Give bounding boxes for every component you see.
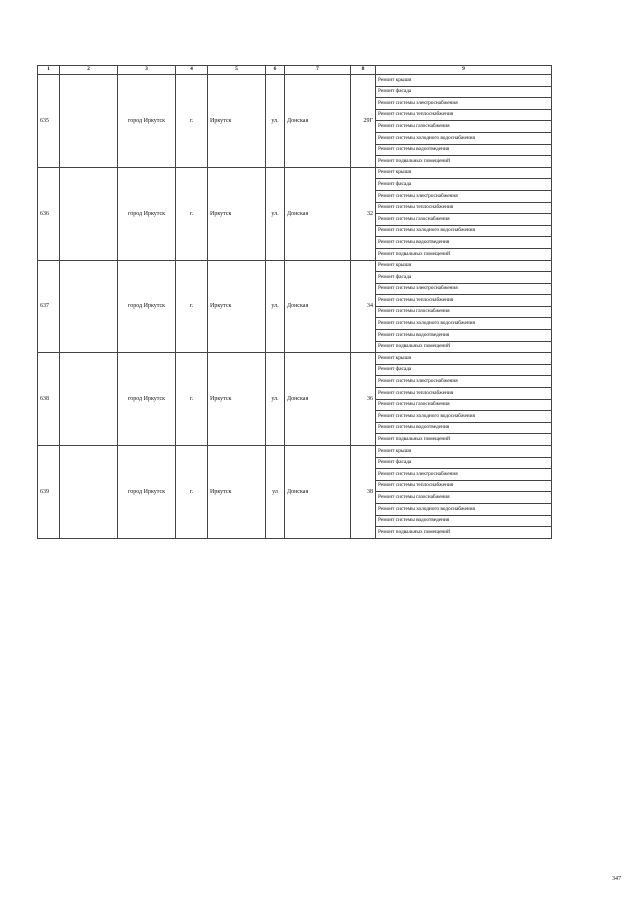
cell-work-type: Ремонт крыши <box>376 167 552 179</box>
cell-work-type: Ремонт системы теплоснабжения <box>376 295 552 307</box>
cell-city: Иркутск <box>208 75 266 168</box>
cell-work-type: Ремонт фасада <box>376 272 552 284</box>
cell-house: 34 <box>351 260 376 353</box>
cell-col2 <box>60 167 118 260</box>
cell-number: 636 <box>38 167 60 260</box>
cell-work-type: Ремонт системы теплоснабжения <box>376 480 552 492</box>
page-number: 347 <box>612 876 621 882</box>
cell-street: Донская <box>285 446 351 539</box>
cell-street-type: ул. <box>266 260 285 353</box>
cell-settlement: город Иркутск <box>118 260 176 353</box>
cell-city: Иркутск <box>208 353 266 446</box>
repair-registry-table <box>37 65 552 539</box>
cell-settlement-type: г. <box>176 75 208 168</box>
header-col-6: 6 <box>266 66 285 75</box>
header-col-4: 4 <box>176 66 208 75</box>
table-row <box>38 353 552 365</box>
cell-work-type: Ремонт системы водоотведения <box>376 237 552 249</box>
cell-city: Иркутск <box>208 260 266 353</box>
cell-col2 <box>60 353 118 446</box>
cell-city: Иркутск <box>208 167 266 260</box>
cell-work-type: Ремонт системы электроснабжения <box>376 190 552 202</box>
cell-work-type: Ремонт системы водоотведения <box>376 144 552 156</box>
cell-city: Иркутск <box>208 446 266 539</box>
cell-house: 29Г <box>351 75 376 168</box>
cell-number: 635 <box>38 75 60 168</box>
cell-work-type: Ремонт крыши <box>376 353 552 365</box>
header-col-7: 7 <box>285 66 351 75</box>
table-row <box>38 75 552 87</box>
cell-work-type: Ремонт системы электроснабжения <box>376 469 552 481</box>
cell-col2 <box>60 75 118 168</box>
cell-settlement: город Иркутск <box>118 446 176 539</box>
cell-street: Донская <box>285 167 351 260</box>
header-row <box>38 66 552 75</box>
cell-work-type: Ремонт системы холодного водоснабжения <box>376 411 552 423</box>
cell-street: Донская <box>285 260 351 353</box>
table-row <box>38 260 552 272</box>
cell-work-type: Ремонт системы водоотведения <box>376 422 552 434</box>
cell-work-type: Ремонт подвальных помещений <box>376 341 552 353</box>
cell-col2 <box>60 260 118 353</box>
cell-work-type: Ремонт системы электроснабжения <box>376 283 552 295</box>
cell-work-type: Ремонт системы водоотведения <box>376 330 552 342</box>
cell-work-type: Ремонт системы теплоснабжения <box>376 388 552 400</box>
header-col-5: 5 <box>208 66 266 75</box>
cell-work-type: Ремонт системы холодного водоснабжения <box>376 132 552 144</box>
cell-work-type: Ремонт системы холодного водоснабжения <box>376 318 552 330</box>
cell-house: 38 <box>351 446 376 539</box>
cell-work-type: Ремонт системы электроснабжения <box>376 376 552 388</box>
header-col-9: 9 <box>376 66 552 75</box>
cell-work-type: Ремонт системы теплоснабжения <box>376 109 552 121</box>
table-row <box>38 446 552 458</box>
cell-work-type: Ремонт крыши <box>376 446 552 458</box>
cell-settlement: город Иркутск <box>118 167 176 260</box>
cell-street-type: ул. <box>266 75 285 168</box>
cell-work-type: Ремонт системы газоснабжения <box>376 399 552 411</box>
cell-work-type: Ремонт крыши <box>376 75 552 87</box>
cell-street-type: ул <box>266 446 285 539</box>
cell-house: 36 <box>351 353 376 446</box>
cell-work-type: Ремонт фасада <box>376 86 552 98</box>
cell-settlement: город Иркутск <box>118 75 176 168</box>
cell-work-type: Ремонт подвальных помещений <box>376 156 552 168</box>
header-col-2: 2 <box>60 66 118 75</box>
cell-street: Донская <box>285 353 351 446</box>
cell-col2 <box>60 446 118 539</box>
cell-number: 638 <box>38 353 60 446</box>
cell-work-type: Ремонт фасада <box>376 364 552 376</box>
header-col-8: 8 <box>351 66 376 75</box>
cell-street-type: ул. <box>266 167 285 260</box>
cell-work-type: Ремонт системы газоснабжения <box>376 214 552 226</box>
cell-work-type: Ремонт системы водоотведения <box>376 515 552 527</box>
registry-body <box>38 75 552 539</box>
cell-work-type: Ремонт подвальных помещений <box>376 248 552 260</box>
cell-work-type: Ремонт системы газоснабжения <box>376 492 552 504</box>
cell-work-type: Ремонт подвальных помещений <box>376 434 552 446</box>
cell-work-type: Ремонт системы холодного водоснабжения <box>376 503 552 515</box>
cell-number: 639 <box>38 446 60 539</box>
cell-work-type: Ремонт системы холодного водоснабжения <box>376 225 552 237</box>
cell-settlement-type: г. <box>176 260 208 353</box>
cell-work-type: Ремонт фасада <box>376 179 552 191</box>
cell-settlement: город Иркутск <box>118 353 176 446</box>
cell-number: 637 <box>38 260 60 353</box>
cell-house: 32 <box>351 167 376 260</box>
cell-work-type: Ремонт системы теплоснабжения <box>376 202 552 214</box>
header-col-1: 1 <box>38 66 60 75</box>
cell-street: Донская <box>285 75 351 168</box>
cell-settlement-type: г. <box>176 446 208 539</box>
table-row <box>38 167 552 179</box>
cell-work-type: Ремонт фасада <box>376 457 552 469</box>
header-col-3: 3 <box>118 66 176 75</box>
cell-settlement-type: г. <box>176 167 208 260</box>
cell-work-type: Ремонт системы газоснабжения <box>376 121 552 133</box>
cell-work-type: Ремонт крыши <box>376 260 552 272</box>
cell-work-type: Ремонт системы электроснабжения <box>376 98 552 110</box>
cell-work-type: Ремонт системы газоснабжения <box>376 306 552 318</box>
cell-work-type: Ремонт подвальных помещений <box>376 527 552 539</box>
cell-settlement-type: г. <box>176 353 208 446</box>
cell-street-type: ул. <box>266 353 285 446</box>
